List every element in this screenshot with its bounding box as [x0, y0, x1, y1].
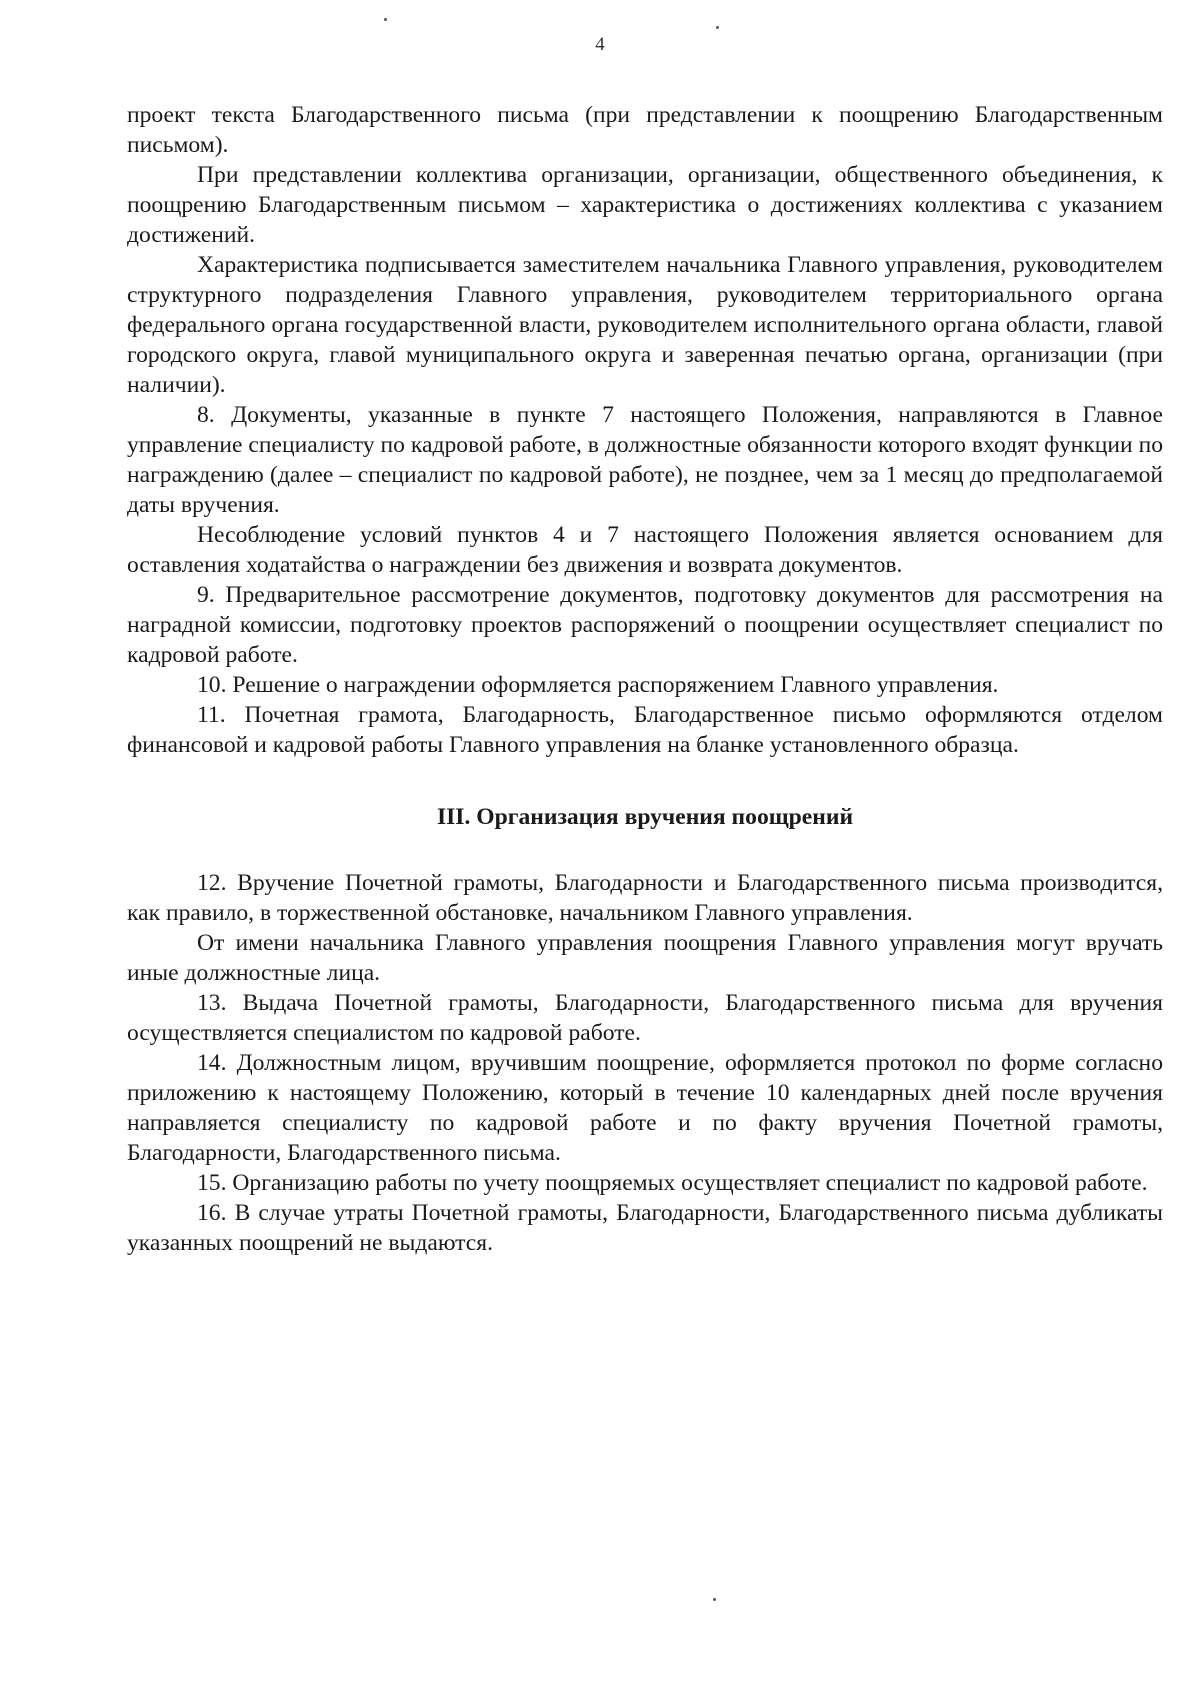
paragraph: 16. В случае утраты Почетной грамоты, Благодарности, Благодарственного письма дубликаты указанных поощрений не выдаются.	[127, 1200, 1163, 1256]
paragraph: Характеристика подписывается заместителем начальника Главного управления, руководителем структурного подразделения Главного управления, руководителем территориального органа федерального органа государственной власти, руководителем исполнительного органа области, главой городского округа, главой муниципального округа и заверенная печатью органа, организации (при наличии).	[127, 252, 1163, 398]
scan-speck	[713, 1598, 716, 1601]
paragraph: 8. Документы, указанные в пункте 7 настоящего Положения, направляются в Главное управление специалисту по кадровой работе, в должностные обязанности которого входят функции по награждению (далее – специалист по кадровой работе), не позднее, чем за 1 месяц до предполагаемой даты вручения.	[127, 402, 1163, 518]
paragraph: 13. Выдача Почетной грамоты, Благодарности, Благодарственного письма для вручения осуществляется специалистом по кадровой работе.	[127, 990, 1163, 1046]
scan-speck	[384, 18, 387, 21]
paragraph: 10. Решение о награждении оформляется распоряжением Главного управления.	[197, 672, 999, 698]
paragraph: 11. Почетная грамота, Благодарность, Благодарственное письмо оформляются отделом финансовой и кадровой работы Главного управления на бланке установленного образца.	[127, 702, 1163, 758]
paragraph: 14. Должностным лицом, вручившим поощрение, оформляется протокол по форме согласно приложению к настоящему Положению, который в течение 10 календарных дней после вручения направляется специалисту по кадровой работе и по факту вручения Почетной грамоты, Благодарности, Благодарственного письма.	[127, 1050, 1163, 1166]
section-heading: III. Организация вручения поощрений	[436, 804, 854, 830]
paragraph: От имени начальника Главного управления поощрения Главного управления могут вручать иные должностные лица.	[127, 930, 1163, 986]
page-number: 4	[595, 34, 605, 55]
paragraph: При представлении коллектива организации, организации, общественного объединения, к поощрению Благодарственным письмом – характеристика о достижениях коллектива с указанием достижений.	[127, 162, 1163, 248]
paragraph: 9. Предварительное рассмотрение документов, подготовку документов для рассмотрения на наградной комиссии, подготовку проектов распоряжений о поощрении осуществляет специалист по кадровой работе.	[127, 582, 1163, 668]
document-body	[127, 100, 1163, 1258]
scan-speck	[716, 26, 719, 29]
paragraph: Несоблюдение условий пунктов 4 и 7 настоящего Положения является основанием для оставления ходатайства о награждении без движения и возврата документов.	[127, 522, 1163, 578]
paragraph: 12. Вручение Почетной грамоты, Благодарности и Благодарственного письма производится, как правило, в торжественной обстановке, начальником Главного управления.	[127, 870, 1163, 926]
paragraph: 15. Организацию работы по учету поощряемых осуществляет специалист по кадровой работе.	[197, 1170, 1148, 1196]
paragraph: проект текста Благодарственного письма (при представлении к поощрению Благодарственным письмом).	[127, 102, 1163, 158]
